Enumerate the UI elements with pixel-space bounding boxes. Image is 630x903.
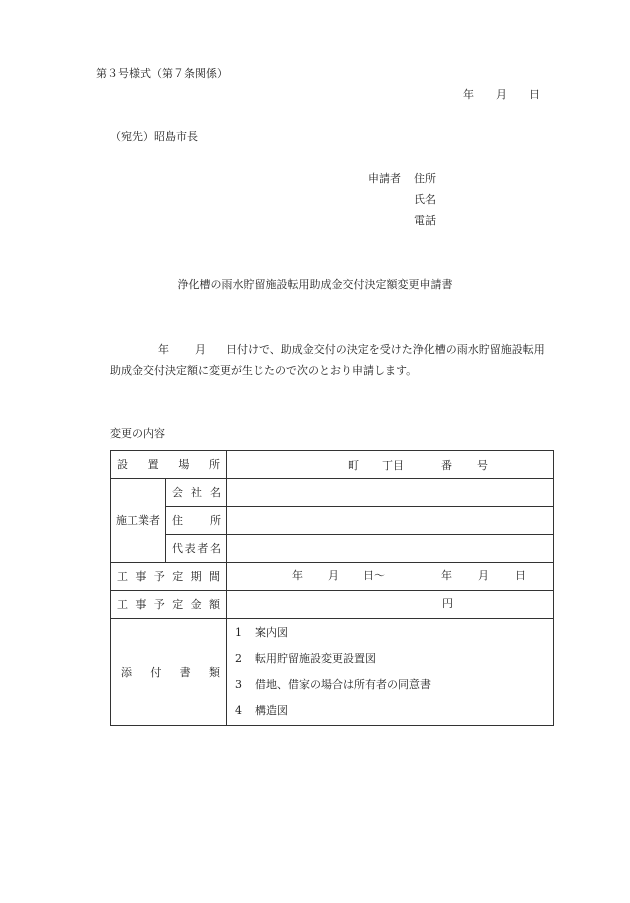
- list-item: [235, 705, 553, 719]
- location-label: 設置場所: [111, 451, 227, 479]
- location-value[interactable]: [227, 451, 554, 479]
- table-row: [111, 479, 554, 507]
- document-title: 浄化槽の雨水貯留施設転用助成金交付決定額変更申請書: [177, 278, 453, 291]
- change-table: [110, 450, 554, 726]
- attachments-list: [227, 619, 554, 726]
- attachment-text: 案内図: [255, 626, 288, 639]
- amount-unit: 円: [442, 596, 453, 610]
- list-item: [235, 679, 553, 693]
- table-row: [111, 619, 554, 726]
- applicant-label: 申請者: [368, 172, 401, 185]
- list-item: [235, 627, 553, 641]
- location-ban: 番: [441, 458, 452, 472]
- table-row: [111, 451, 554, 479]
- intro-year: 年: [158, 343, 169, 356]
- table-row: [111, 591, 554, 619]
- intro-line-2: 助成金交付決定額に変更が生じたので次のとおり申請します。: [110, 364, 418, 377]
- date-year: 年: [463, 88, 474, 101]
- attachment-number: 2: [235, 652, 242, 665]
- table-row: [111, 507, 554, 535]
- attachment-number: 1: [235, 626, 242, 639]
- period-start-month: 月: [328, 568, 339, 582]
- attachment-text: 転用貯留施設変更設置図: [255, 652, 376, 665]
- period-start-day: 日〜: [363, 568, 385, 582]
- form-number: 第３号様式（第７条関係）: [96, 67, 228, 80]
- amount-label: 工事予定金額: [111, 591, 227, 619]
- applicant-name-label: 氏名: [414, 193, 436, 206]
- contractor-address-value[interactable]: [227, 507, 554, 535]
- date-day: 日: [529, 88, 540, 101]
- location-go: 号: [477, 458, 488, 472]
- attachment-number: 4: [235, 704, 242, 717]
- period-value[interactable]: [227, 563, 554, 591]
- representative-label: 代表者名: [166, 535, 227, 563]
- intro-line1-rest: 日付けで、助成金交付の決定を受けた浄化槽の雨水貯留施設転用: [226, 343, 545, 356]
- attachment-text: 借地、借家の場合は所有者の同意書: [255, 678, 431, 691]
- table-row: [111, 563, 554, 591]
- applicant-phone-label: 電話: [414, 214, 436, 227]
- period-end-day: 日: [515, 568, 526, 582]
- attachment-text: 構造図: [255, 704, 288, 717]
- company-label: 会社名: [166, 479, 227, 507]
- period-end-month: 月: [478, 568, 489, 582]
- period-end-year: 年: [441, 568, 452, 582]
- list-item: [235, 653, 553, 667]
- company-value[interactable]: [227, 479, 554, 507]
- applicant-address-label: 住所: [414, 172, 436, 185]
- attachment-number: 3: [235, 678, 242, 691]
- changes-label: 変更の内容: [110, 427, 165, 440]
- attachments-label: 添付書類: [111, 619, 227, 726]
- representative-value[interactable]: [227, 535, 554, 563]
- date-line: [463, 89, 540, 100]
- contractor-label: 施工業者: [111, 479, 166, 563]
- period-label: 工事予定期間: [111, 563, 227, 591]
- table-row: [111, 535, 554, 563]
- intro-line-1: [158, 344, 545, 355]
- location-chome: 丁目: [382, 458, 404, 472]
- amount-value[interactable]: [227, 591, 554, 619]
- intro-month: 月: [195, 343, 206, 356]
- date-month: 月: [496, 88, 507, 101]
- contractor-address-label: 住所: [166, 507, 227, 535]
- addressee: （宛先）昭島市長: [110, 130, 198, 143]
- period-start-year: 年: [292, 568, 303, 582]
- location-town: 町: [348, 458, 359, 472]
